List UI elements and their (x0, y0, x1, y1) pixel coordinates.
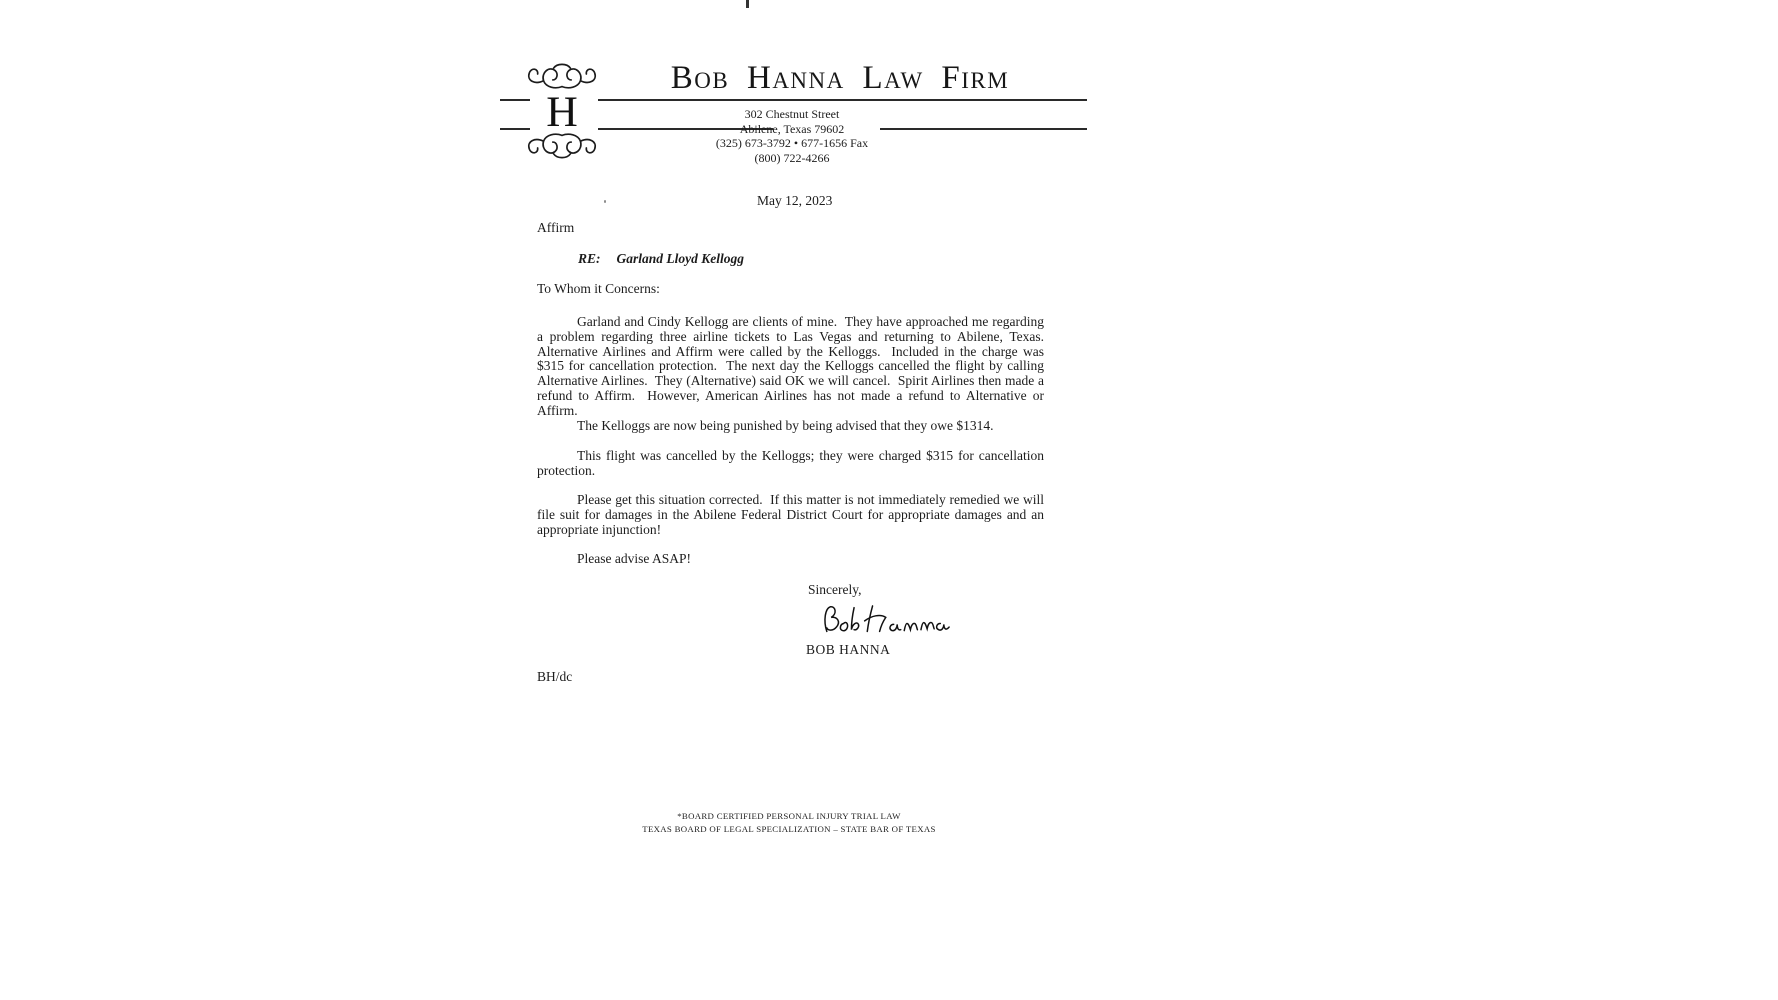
letterhead-address (642, 107, 942, 165)
phone-fax-line: (325) 673-3792 • 677-1656 Fax (715, 136, 869, 151)
body-paragraph: The Kelloggs are now being punished by being advised that they owe $1314. (577, 418, 994, 433)
salutation: To Whom it Concerns: (537, 281, 660, 296)
re-line (578, 251, 744, 267)
body-paragraph: Please advise ASAP! (577, 551, 691, 566)
scan-artifact (746, 0, 749, 8)
firm-name: Bob Hanna Law Firm (670, 60, 1010, 96)
address-city: Abilene, Texas 79602 (739, 121, 845, 136)
monogram-h-logo (520, 58, 604, 164)
closing-salutation: Sincerely, (808, 582, 862, 597)
footer-line-1: *BOARD CERTIFIED PERSONAL INJURY TRIAL LAW (677, 811, 901, 821)
signature (815, 598, 953, 642)
svg-text:H: H (546, 88, 578, 137)
footer-certification (589, 810, 989, 835)
address-street: 302 Chestnut Street (744, 107, 840, 121)
toll-free-line: (800) 722-4266 (754, 150, 830, 165)
letter-date: May 12, 2023 (757, 193, 833, 208)
re-label: RE: (578, 251, 601, 266)
signer-name: BOB HANNA (806, 642, 891, 657)
footer-line-2: TEXAS BOARD OF LEGAL SPECIALIZATION – STATE BAR OF TEXAS (642, 823, 936, 834)
letterhead-rule (598, 99, 1087, 101)
letterhead-rule (500, 128, 530, 130)
recipient-name: Affirm (537, 220, 575, 235)
body-paragraph: Garland and Cindy Kellogg are clients of mine. They have approached me regarding a problem regarding three airline tickets to Las Vegas and returning to Abilene, Texas. Alternative Airlines and Affirm were called by the Kelloggs. Included in the charge was $315 for cancellation protection. The next day the Kelloggs cancelled the flight by calling Alternative Airlines. They (Alternative) said OK we will cancel. Spirit Airlines then made a refund to Affirm. However, American Airlines has not made a refund to Alternative or Affirm. (537, 314, 1051, 418)
body-paragraph: This flight was cancelled by the Kelloggs; they were charged $315 for cancellation protection. (537, 448, 1048, 478)
letterhead-rule (500, 99, 530, 101)
re-subject: Garland Lloyd Kellogg (616, 251, 745, 266)
body-paragraph: Please get this situation corrected. If this matter is not immediately remedied we will file suit for damages in the Abilene Federal District Court for appropriate damages and an appropriate injunction! (537, 492, 1048, 537)
reference-initials: BH/dc (537, 669, 573, 684)
scan-artifact (604, 200, 606, 203)
